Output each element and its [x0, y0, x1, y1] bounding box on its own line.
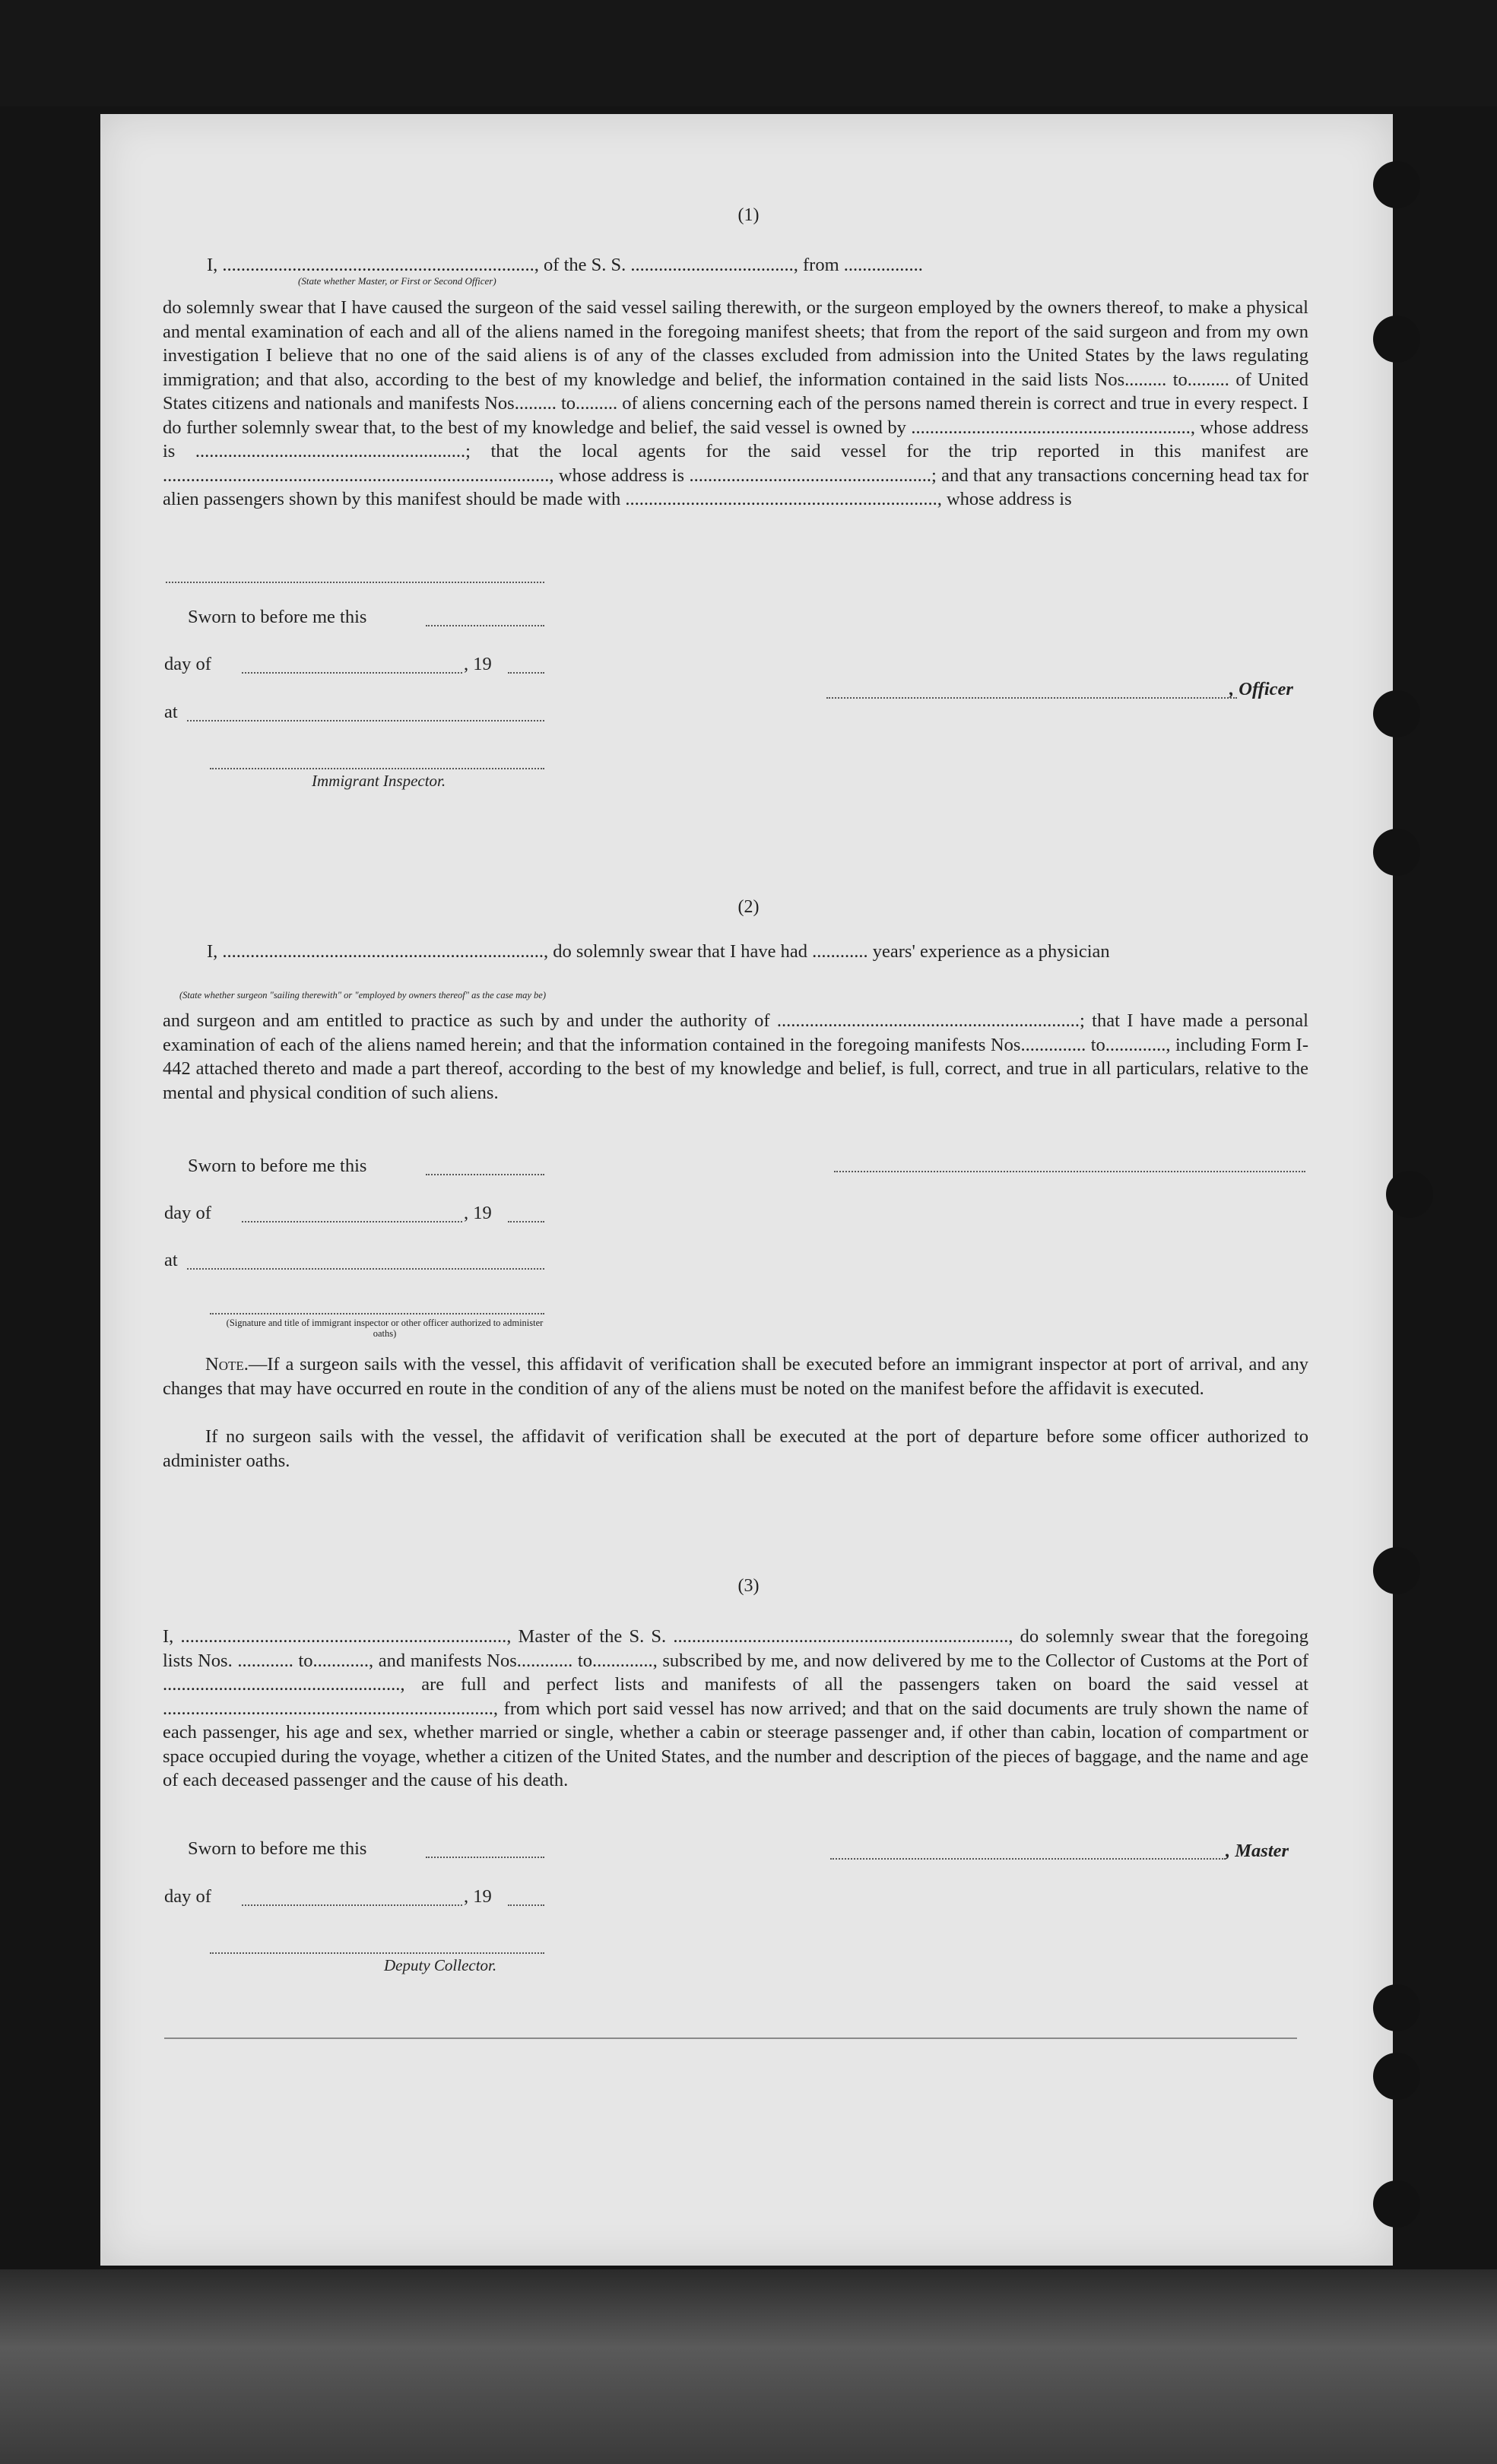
collector-signature-line — [210, 1952, 544, 1954]
section-2-first-line: I, ....................................................................., do solemnly swear that I have had ............ years' experience as a physician — [207, 941, 1110, 962]
blank-line — [508, 1221, 544, 1222]
binder-hole — [1373, 690, 1420, 737]
binder-hole — [1373, 316, 1420, 363]
sworn-label: Sworn to before me this — [188, 607, 367, 627]
blank-line — [508, 1904, 544, 1906]
binder-hole — [1386, 1171, 1433, 1218]
officer-signature-line — [826, 697, 1237, 699]
binder-hole — [1373, 2180, 1420, 2228]
section-3-number: (3) — [737, 1576, 760, 1596]
blank-line — [426, 1174, 544, 1175]
blank-line — [508, 672, 544, 674]
at-label: at — [164, 1250, 178, 1270]
bottom-rule — [164, 2037, 1297, 2039]
binder-hole — [1373, 829, 1420, 876]
officer-label: , Officer — [1229, 679, 1293, 699]
section-1-oath-text: do solemnly swear that I have caused the surgeon of the said vessel sailing therewith, or the surgeon employed by the owners thereof, to make a physical and mental examination of each and all of the aliens named in the foregoing manifest sheets; that from the report of the said surgeon and from my own investigation I believe that no one of the said aliens is of any of the classes excluded from admission into the United States by the laws regulating immigration; and that also, according to the best of my knowledge and belief, the information contained in the said lists Nos......... to......... of United States citizens and nationals and manifests Nos......... to......... of aliens concerning each of the persons named therein is correct and true in every respect. I do further solemnly swear that, to the best of my knowledge and belief, the said vessel is owned by ............................................................, whose address is ..........................................................; that the local agents for the said vessel for the trip reported in this manifest are ..................................................................................., whose address is ....................................................; and that any transactions concerning head tax for alien passengers shown by this manifest should be made with ..................................................................., whose address is — [163, 297, 1308, 509]
section-3-oath-text: I, ......................................................................, Master of the S. S. ........................................................................, do solemnly swear that the foregoing lists Nos. ............ to............, and manifests Nos............ to............., subscribed by me, and now delivered by me to the Collector of Customs at the Port of ..................................................., are full and perfect lists and manifests of all the passengers taken on board the said vessel at ......................................................................., from which port said vessel has now arrived; and that on the said documents are truly shown the name of each passenger, his age and sex, whether married or single, whether a cabin or steerage passenger and, if other than cabin, location of compartment or space occupied during the voyage, whether a citizen of the United States, and the number and description of the pieces of baggage, and the name and age of each deceased passenger and the cause of his death. — [163, 1626, 1308, 1790]
binder-hole — [1373, 2053, 1420, 2100]
inspector-signature-line — [210, 1313, 544, 1314]
master-signature-line — [830, 1858, 1226, 1860]
section-1-first-line: I, ..................................................................., of the S. S. ..................................., from ................. — [207, 255, 923, 275]
note-label: Note. — [205, 1354, 249, 1375]
signature-title-note: (Signature and title of immigrant inspector or other officer authorized to administer oaths) — [226, 1318, 544, 1339]
day-of-label: day of — [164, 1886, 211, 1907]
sworn-label: Sworn to before me this — [188, 1838, 367, 1859]
blank-line — [426, 1857, 544, 1858]
inspector-label: Immigrant Inspector. — [312, 772, 446, 790]
year-label: , 19 — [464, 1203, 492, 1223]
year-label: , 19 — [464, 1886, 492, 1907]
section-1-number: (1) — [737, 205, 760, 225]
blank-line — [187, 1268, 544, 1270]
section-2-note-2: If no surgeon sails with the vessel, the affidavit of verification shall be executed at the port of departure before some officer authorized to administer oaths. — [163, 1426, 1308, 1471]
blank-line — [242, 1221, 462, 1222]
blank-line — [187, 720, 544, 721]
binder-hole — [1373, 161, 1420, 208]
sworn-label: Sworn to before me this — [188, 1156, 367, 1176]
section-2-note — [163, 1353, 1308, 1400]
blank-line — [166, 582, 544, 583]
note-text-1: —If a surgeon sails with the vessel, this affidavit of verification shall be executed before an immigrant inspector at port of arrival, and any changes that may have occurred en route in the condition of any of the aliens must be noted on the manifest before the affidavit is executed. — [163, 1354, 1308, 1399]
inspector-signature-line — [210, 768, 544, 769]
master-label: , Master — [1226, 1841, 1289, 1861]
section-2-line-note: (State whether surgeon "sailing therewith" or "employed by owners thereof" as the case may be) — [179, 990, 547, 1001]
at-label: at — [164, 702, 178, 722]
blank-line — [242, 1904, 462, 1906]
deputy-collector-label: Deputy Collector. — [384, 1956, 497, 1974]
scan-background-bottom — [0, 2269, 1497, 2464]
year-label: , 19 — [464, 654, 492, 674]
blank-line — [242, 672, 462, 674]
day-of-label: day of — [164, 654, 211, 674]
binder-hole — [1373, 1984, 1420, 2031]
section-2-number: (2) — [737, 897, 760, 917]
section-1-line-note: (State whether Master, or First or Second Officer) — [298, 275, 496, 287]
section-2-oath-text: and surgeon and am entitled to practice as such by and under the authority of .................................................................; that I have made a personal examination of each of the aliens named herein; and that the information contained in the foregoing manifests Nos.............. to............., including Form I-442 attached thereto and made a part thereof, according to the best of my knowledge and belief, is full, correct, and true in all particulars, relative to the mental and physical condition of such aliens. — [163, 1010, 1308, 1103]
day-of-label: day of — [164, 1203, 211, 1223]
blank-line — [426, 625, 544, 626]
scan-background-top — [0, 0, 1497, 106]
surgeon-signature-line — [834, 1171, 1305, 1172]
